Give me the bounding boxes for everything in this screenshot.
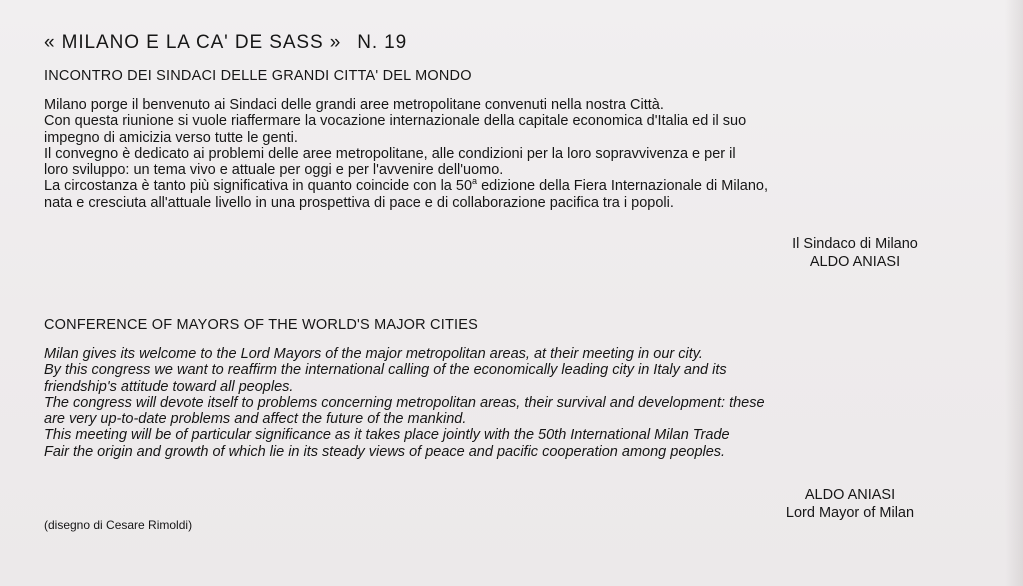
italian-signature (765, 235, 945, 271)
english-line: are very up-to-date problems and affect the future of the mankind. (44, 411, 467, 428)
english-paragraph (44, 346, 984, 460)
english-heading: CONFERENCE OF MAYORS OF THE WORLD'S MAJOR CITIES (44, 317, 478, 333)
illustration-credit: (disegno di Cesare Rimoldi) (44, 518, 193, 532)
italian-line-text: La circostanza è tanto più significativa in quanto coincide con la 50 (44, 178, 473, 195)
italian-line: Il convegno è dedicato ai problemi delle aree metropolitane, alle condizioni per la loro sopravvivenza e per il (44, 145, 736, 162)
card-title (44, 32, 407, 54)
ordinal-superscript: a (472, 176, 478, 187)
title-number: N. 19 (357, 32, 408, 53)
italian-line: nata e cresciuta all'attuale livello in una prospettiva di pace e di collaborazione pacifica tra i popoli. (44, 194, 674, 211)
italian-heading: INCONTRO DEI SINDACI DELLE GRANDI CITTA' DEL MONDO (44, 68, 472, 84)
title-text: « MILANO E LA CA' DE SASS » (44, 32, 342, 53)
italian-line: impegno di amicizia verso tutte le genti. (44, 129, 298, 146)
english-line: The congress will devote itself to problems concerning metropolitan areas, their survival and development: these (44, 394, 765, 411)
card-edge-shadow (1005, 0, 1023, 586)
signature-title: Lord Mayor of Milan (785, 505, 915, 521)
signature-title: Il Sindaco di Milano (792, 236, 918, 252)
english-line: By this congress we want to reaffirm the international calling of the economically leading city in Italy and its (44, 362, 727, 379)
english-signature (760, 486, 940, 522)
italian-line: Con questa riunione si vuole riaffermare la vocazione internazionale della capitale economica d'Italia ed il suo (44, 113, 747, 130)
english-line: This meeting will be of particular significance as it takes place jointly with the 50th International Milan Trade (44, 427, 730, 444)
italian-line-text-rest: edizione della Fiera Internazionale di Milano, (477, 178, 769, 195)
italian-line (44, 178, 984, 194)
english-line: Fair the origin and growth of which lie in its steady views of peace and pacific cooperation among peoples. (44, 443, 726, 460)
italian-line: Milano porge il benvenuto ai Sindaci delle grandi aree metropolitane convenuti nella nostra Città. (44, 97, 664, 113)
signature-name: ALDO ANIASI (804, 487, 896, 503)
signature-name: ALDO ANIASI (809, 254, 901, 270)
english-line: friendship's attitude toward all peoples. (44, 378, 294, 395)
english-line: Milan gives its welcome to the Lord Mayors of the major metropolitan areas, at their meeting in our city. (44, 346, 703, 362)
italian-paragraph (44, 97, 984, 211)
italian-line: loro sviluppo: un tema vivo e attuale per oggi e per l'avvenire dell'uomo. (44, 162, 504, 179)
